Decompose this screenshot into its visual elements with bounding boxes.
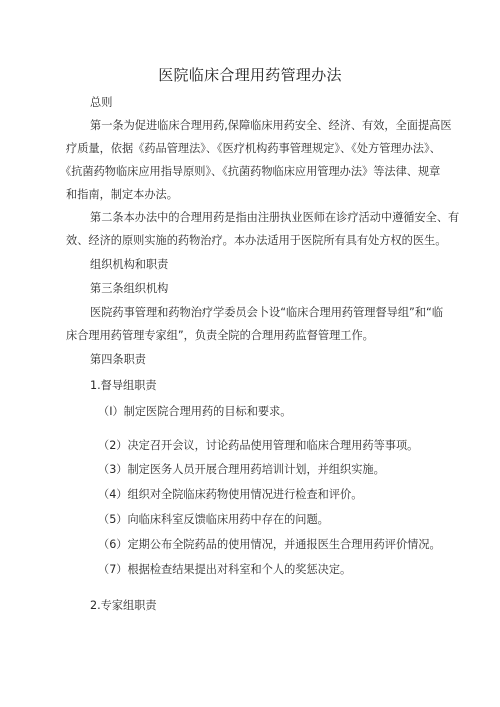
supervision-item: （7）根据检查结果提出对科室和个人的奖惩决定。 xyxy=(98,563,352,576)
supervision-item: （6）定期公布全院药品的使用情况，并通报医生合理用药评价情况。 xyxy=(98,538,441,551)
supervision-item: （2）决定召开会议，讨论药品使用管理和临床合理用药等事项。 xyxy=(98,439,419,452)
expert-heading: 2.专家组职责 xyxy=(90,599,157,612)
supervision-item: （3）制定医务人员开展合理用药培训计划，并组织实施。 xyxy=(98,463,385,476)
article4-heading: 第四条职责 xyxy=(90,353,146,366)
article2-line: 效、经济的原则实施的药物治疗。本办法适用于医院所有具有处方权的医生。 xyxy=(66,234,447,247)
supervision-item: （5）向临床科室反馈临床用药中存在的问题。 xyxy=(98,513,329,526)
supervision-item: （I）制定医院合理用药的目标和要求。 xyxy=(98,405,292,418)
supervision-heading: 1.督导组职责 xyxy=(90,379,157,392)
article1-line: 疗质量，依据《药品管理法》、《医疗机构药事管理规定》、《处方管理办法》、 xyxy=(66,142,441,155)
article2-line: 第二条本办法中的合理用药是指由注册执业医师在诊疗活动中遵循安全、有 xyxy=(90,211,460,224)
section-org-heading: 组织机构和职责 xyxy=(90,258,169,271)
article3-line: 床合理用药管理专家组”，负责全院的合理用药监督管理工作。 xyxy=(66,329,374,342)
article1-line: 《抗菌药物临床应用指导原则》、《抗菌药物临床应用管理办法》等法律、规章 xyxy=(60,165,441,178)
section-general-heading: 总则 xyxy=(90,96,113,109)
article3-line: 医院药事管理和药物治疗学委员会卜设“临床合理用药管理督导组”和“临 xyxy=(90,306,444,319)
article1-line: 第一条为促进临床合理用药,保障临床用药安全、经济、有效，全面提高医 xyxy=(90,119,452,132)
article3-heading: 第三条组织机构 xyxy=(90,282,169,295)
article1-line: 和指南，制定本办法。 xyxy=(66,188,178,201)
document-title: 医院临床合理用药管理办法 xyxy=(158,66,342,84)
supervision-item: （4）组织对全院临床药物使用情况进行检查和评价。 xyxy=(98,488,363,501)
